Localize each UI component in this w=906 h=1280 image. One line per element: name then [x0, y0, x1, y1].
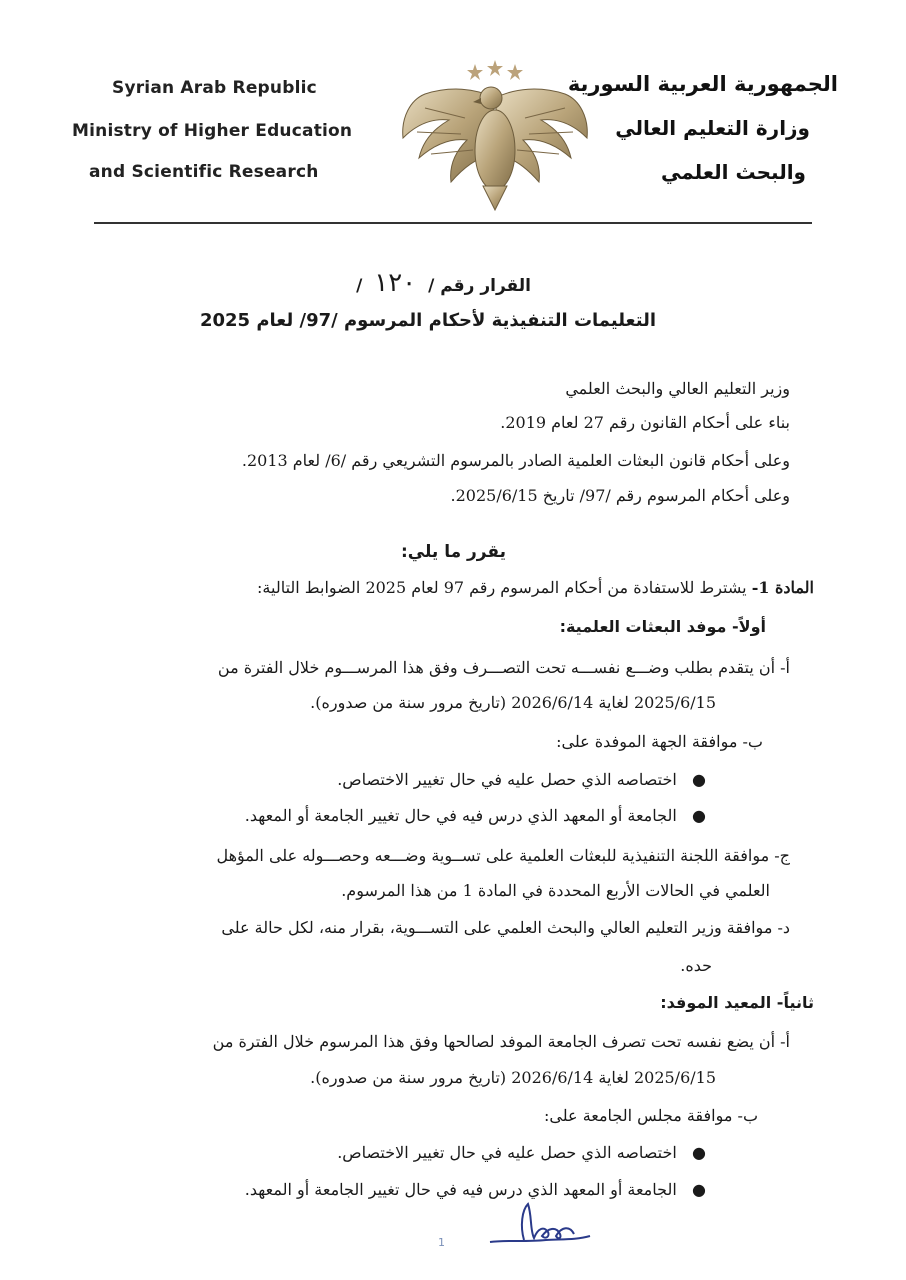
- bullet-icon: ●: [676, 770, 706, 789]
- section-1-bullet-1: ● اختصاصه الذي حصل عليه في حال تغيير الاختصاص.: [337, 770, 706, 789]
- decision-handwritten-number: ١٢٠: [374, 268, 417, 298]
- section-2-bullet-1: ● اختصاصه الذي حصل عليه في حال تغيير الاختصاص.: [337, 1143, 706, 1162]
- eagle-emblem-icon: [395, 58, 595, 214]
- decree-subject-title: التعليمات التنفيذية لأحكام المرسوم /97/ لعام 2025: [199, 310, 656, 331]
- article-1-line: [257, 578, 814, 597]
- header-arabic-line-3: والبحث العلمي: [661, 160, 806, 184]
- bullet-icon: ●: [676, 1143, 706, 1162]
- section-2-item-b: ب- موافقة مجلس الجامعة على:: [544, 1106, 758, 1125]
- header-english-line-1: Syrian Arab Republic: [112, 78, 317, 98]
- section-1-item-d-line-1: د- موافقة وزير التعليم العالي والبحث العلمي على التســـوية، بقرار منه، لكل حالة على: [221, 918, 790, 937]
- header-divider: [94, 222, 812, 224]
- decides-heading: يقرر ما يلي:: [400, 542, 506, 562]
- section-2-item-a-line-2: 2025/6/15 لغاية 2026/6/14 (تاريخ مرور سنة من صدوره).: [310, 1068, 716, 1087]
- section-1-item-b: ب- موافقة الجهة الموفدة على:: [556, 732, 763, 751]
- section-1-heading: أولاً- موفد البعثات العلمية:: [559, 617, 766, 636]
- header-english-line-2: Ministry of Higher Education: [72, 121, 353, 141]
- article-1-text: يشترط للاستفادة من أحكام المرسوم رقم 97 لعام 2025 الضوابط التالية:: [257, 578, 747, 597]
- header-arabic-line-2: وزارة التعليم العالي: [615, 116, 810, 140]
- section-1-item-c-line-2: العلمي في الحالات الأربع المحددة في المادة 1 من هذا المرسوم.: [341, 881, 770, 900]
- section-2-item-a-line-1: أ- أن يضع نفسه تحت تصرف الجامعة الموفد لصالحها وفق هذا المرسوم خلال الفترة من: [212, 1032, 790, 1051]
- preamble-line-1: وزير التعليم العالي والبحث العلمي: [565, 379, 790, 398]
- decision-suffix: /: [356, 276, 363, 296]
- page-number: 1: [438, 1236, 445, 1249]
- article-1-label: المادة 1-: [751, 578, 814, 597]
- header-english-line-3: and Scientific Research: [89, 162, 319, 182]
- handwritten-signature-icon: [486, 1196, 596, 1252]
- preamble-line-3: وعلى أحكام قانون البعثات العلمية الصادر بالمرسوم التشريعي رقم /6/ لعام 2013.: [241, 451, 790, 470]
- section-1-item-a-line-2: 2025/6/15 لغاية 2026/6/14 (تاريخ مرور سنة من صدوره).: [310, 693, 716, 712]
- section-2-heading: ثانياً- المعيد الموفد:: [660, 993, 814, 1012]
- preamble-line-4: وعلى أحكام المرسوم رقم /97/ تاريخ 2025/6/15.: [450, 486, 790, 505]
- decision-label: القرار رقم /: [428, 276, 531, 296]
- bullet-icon: ●: [676, 1180, 706, 1199]
- decision-number-line: [271, 268, 531, 298]
- section-1-item-c-line-1: ج- موافقة اللجنة التنفيذية للبعثات العلمية على تســوية وضـــعه وحصـــوله على المؤهل: [216, 846, 790, 865]
- section-2-bullet-2: ● الجامعة أو المعهد الذي درس فيه في حال تغيير الجامعة أو المعهد.: [244, 1180, 706, 1199]
- preamble-line-2: بناء على أحكام القانون رقم 27 لعام 2019.: [500, 413, 790, 432]
- header-arabic-line-1: الجمهورية العربية السورية: [567, 72, 838, 96]
- section-1-bullet-2: ● الجامعة أو المعهد الذي درس فيه في حال تغيير الجامعة أو المعهد.: [244, 806, 706, 825]
- section-1-item-d-line-2: حده.: [680, 956, 712, 975]
- bullet-icon: ●: [676, 806, 706, 825]
- section-1-item-a-line-1: أ- أن يتقدم بطلب وضـــع نفســـه تحت التصـــرف وفق هذا المرســـوم خلال الفترة من: [217, 658, 790, 677]
